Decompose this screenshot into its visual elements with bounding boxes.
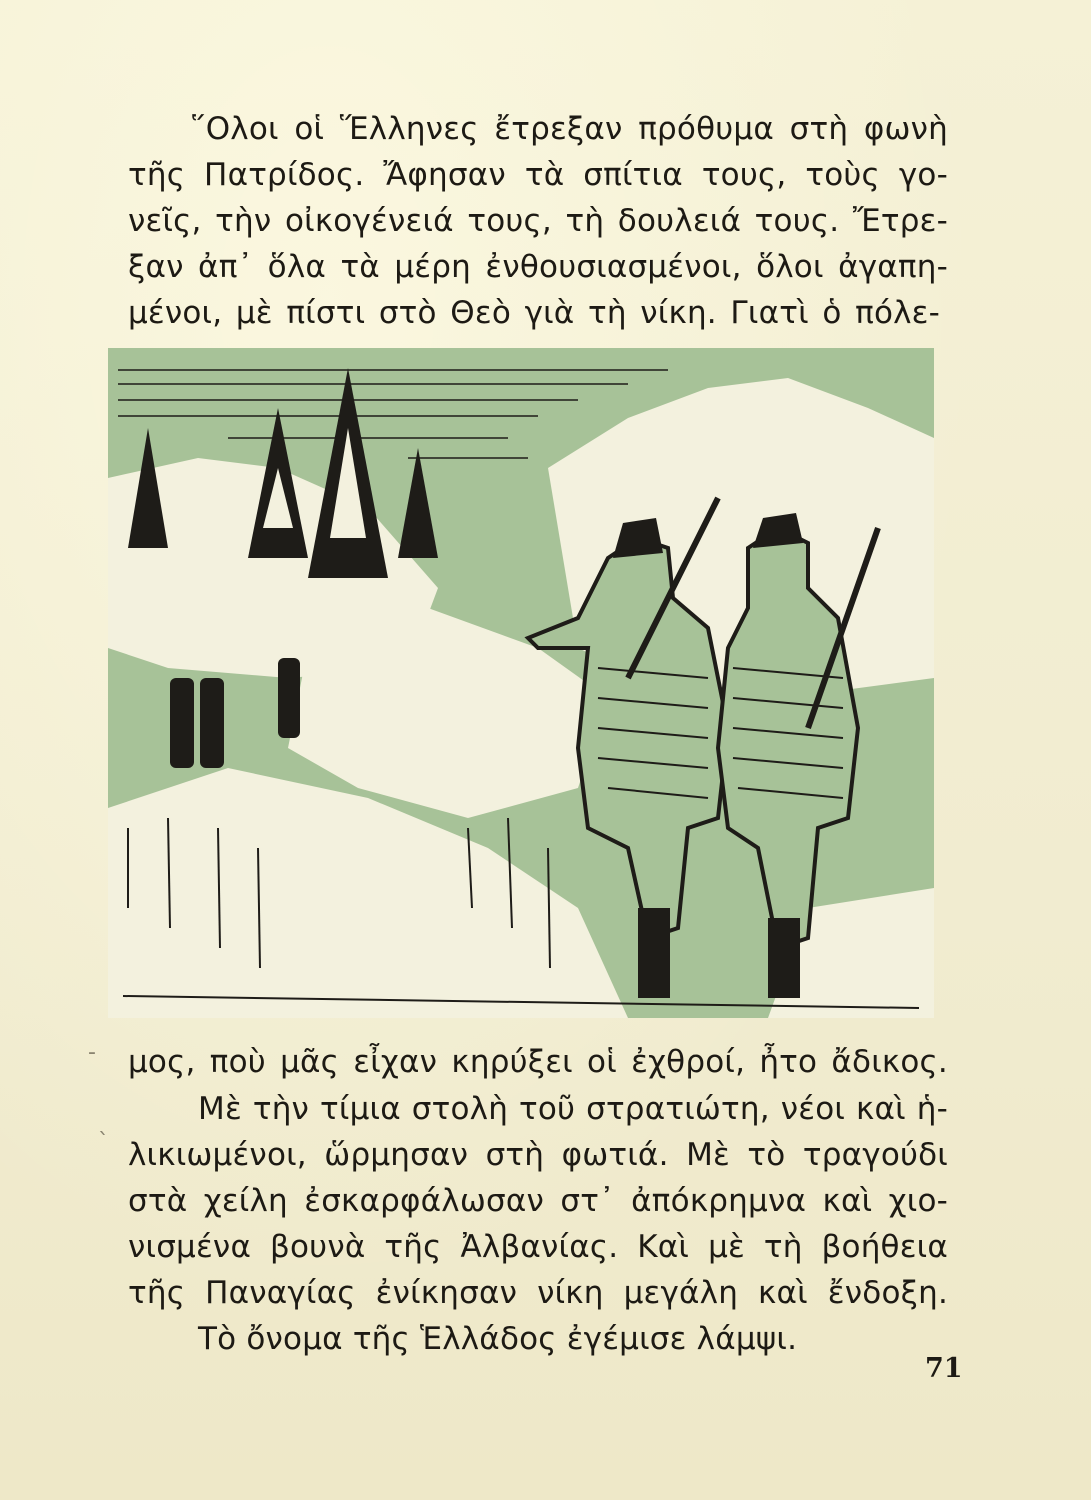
illustration-soldiers-in-snow [108,348,934,1018]
text-line: τῆς Πατρίδος. Ἄφησαν τὰ σπίτια τους, τοὺς γο- [128,157,948,193]
pencil-mark: - [88,1040,96,1065]
text-line: μένοι, μὲ πίστι στὸ Θεὸ γιὰ τὴ νίκη. Γιατὶ ὁ πόλε- [128,295,940,331]
text-line: ῞Ολοι οἱ Ἕλληνες ἔτρεξαν πρόθυμα στὴ φωνὴ [190,111,948,147]
page-number: 71 [925,1353,963,1384]
text-line: στὰ χείλη ἐσκαρφάλωσαν στ᾽ ἀπόκρημνα καὶ χιο- [128,1183,948,1219]
text-line: νεῖς, τὴν οἰκογένειά τους, τὴ δουλειά τους. Ἔτρε- [128,203,948,239]
text-line: λικιωμένοι, ὥρμησαν στὴ φωτιά. Μὲ τὸ τραγούδι [128,1137,948,1173]
illustration-image [108,348,934,1018]
text-line: Μὲ τὴν τίμια στολὴ τοῦ στρατιώτη, νέοι καὶ ἡ- [198,1091,948,1127]
text-line: τῆς Παναγίας ἐνίκησαν νίκη μεγάλη καὶ ἔνδοξη. [128,1275,948,1311]
text-line: νισμένα βουνὰ τῆς Ἀλβανίας. Καὶ μὲ τὴ βοήθεια [128,1229,948,1265]
text-line: ξαν ἀπ᾽ ὅλα τὰ μέρη ἐνθουσιασμένοι, ὅλοι ἀγαπη- [128,249,948,285]
text-line: Τὸ ὄνομα τῆς Ἑλλάδος ἐγέμισε λάμψι. [198,1321,798,1357]
pencil-mark: ` [98,1130,109,1155]
text-line: μος, ποὺ μᾶς εἶχαν κηρύξει οἱ ἐχθροί, ἦτο ἄδικος. [128,1044,948,1080]
